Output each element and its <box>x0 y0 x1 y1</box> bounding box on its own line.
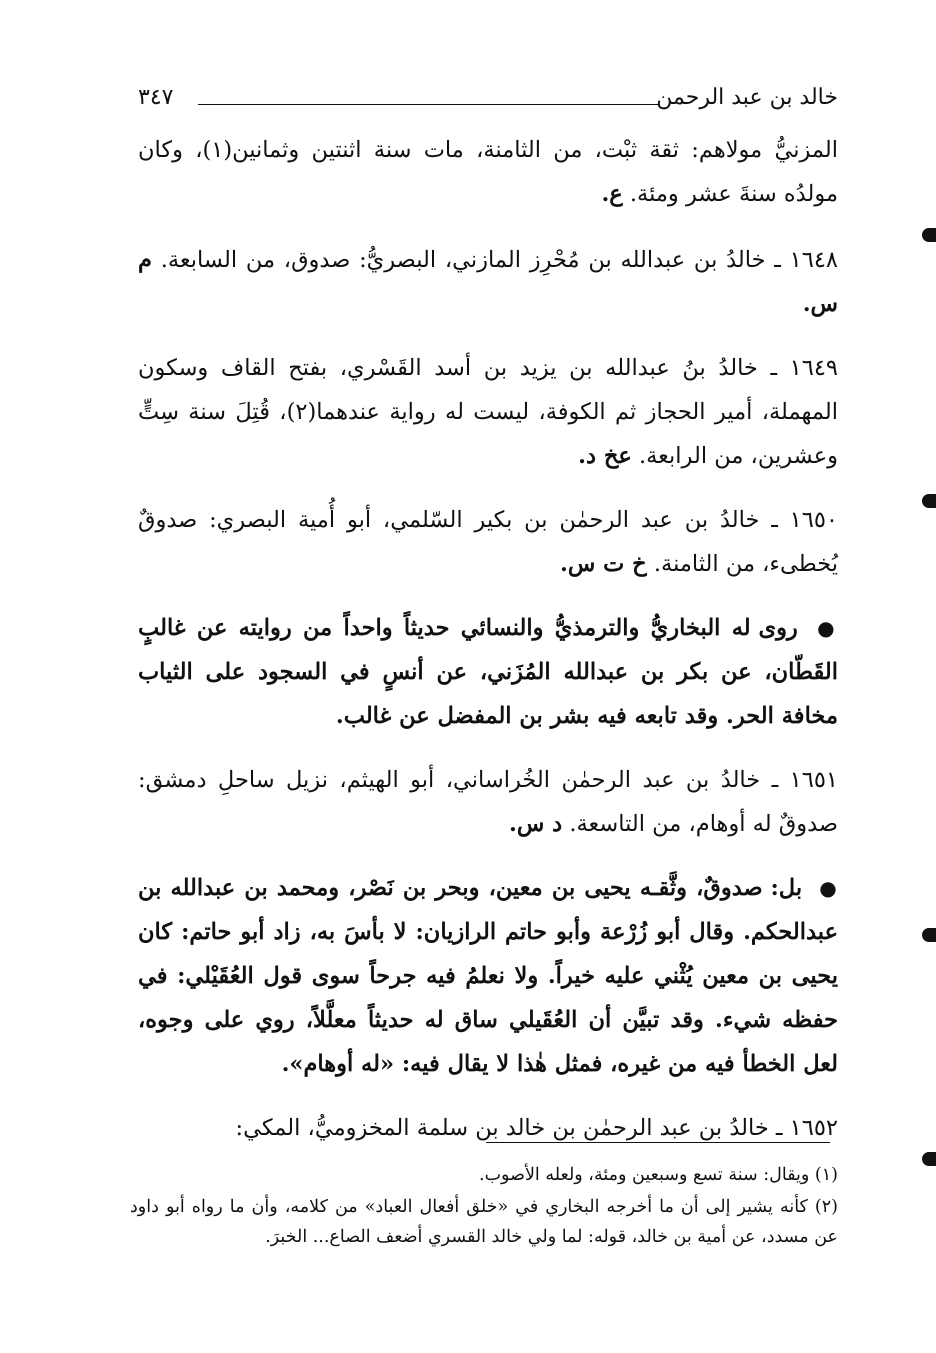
entry-continuation <box>138 128 838 216</box>
bullet-icon: ● <box>819 876 838 900</box>
footnote-rule <box>486 1142 830 1143</box>
entry-1650 <box>138 498 838 586</box>
entry-text: ١٦٥٠ ـ خالدُ بن عبد الرحمٰن بن بكير السّلمي، أبو أُمية البصري: صدوقٌ يُخطىء، من الثامنة. <box>138 507 838 577</box>
entry-1650-commentary <box>138 606 838 738</box>
footnotes <box>130 1160 838 1254</box>
entry-codes: د س. <box>509 811 563 837</box>
margin-mark <box>922 228 936 242</box>
entry-text: المزنيُّ مولاهم: ثقة ثبْت، من الثامنة، مات سنة اثنتين وثمانين(١)، وكان مولدُه سنةَ عشر ومئة. <box>138 137 838 207</box>
entry-codes: خ ت س. <box>560 551 647 577</box>
entry-codes: عخ د. <box>578 443 632 469</box>
commentary-text: بل: صدوقٌ، وثَّقـه يحيى بن معين، وبحر بن نَصْر، ومحمد بن عبدالله بن عبدالحكم. وقال أبو زُرْعة وأبو حاتم الرازيان: لا بأسَ به، زاد أبو حاتم: كان يحيى بن معين يُثْني عليه خيراً. ولا نعلمُ فيه جرحاً سوى قول العُقَيْلي: في حفظه شيء. وقد تبيَّن أن العُقَيلي ساق له حديثاً معلَّلاً، روي على وجوه، لعل الخطأ فيه من غيره، فمثل هٰذا لا يقال فيه: «له أوهام». <box>138 875 838 1077</box>
entry-1652 <box>138 1106 838 1150</box>
entry-1649 <box>138 346 838 478</box>
entry-codes: م س. <box>138 247 838 317</box>
footnote-2: (٢) كأنه يشير إلى أن ما أخرجه البخاري في «خلق أفعال العباد» من كلامه، وأن ما رواه أبو داود عن مسدد، عن أمية بن خالد، قوله: لما ولي خالد القسري أضعف الصاع... الخبرَ. <box>130 1197 838 1247</box>
entry-text: ١٦٤٨ ـ خالدُ بن عبدالله بن مُحْرِز المازني، البصريُّ: صدوق، من السابعة. <box>160 247 838 273</box>
bullet-icon: ● <box>817 616 838 640</box>
header-rule <box>198 104 660 105</box>
body-text <box>138 128 838 1170</box>
footnote-1: (١) ويقال: سنة تسع وسبعين ومئة، ولعله الأصوب. <box>479 1165 838 1185</box>
entry-1651 <box>138 758 838 846</box>
entry-1651-commentary <box>138 866 838 1086</box>
commentary-text: روى له البخاريُّ والترمذيُّ والنسائي حديثاً واحداً من روايته عن غالبٍ القَطّان، عن بكر بن عبدالله المُزَني، عن أنسٍ في السجود على الثياب مخافة الحر. وقد تابعه فيه بشر بن المفضل عن غالب. <box>138 615 838 729</box>
header-title: خالد بن عبد الرحمن <box>656 85 838 110</box>
entry-text: ١٦٥١ ـ خالدُ بن عبد الرحمٰن الخُراساني، أبو الهيثم، نزيل ساحلِ دمشق: صدوقٌ له أوهام، من التاسعة. <box>138 767 838 837</box>
margin-mark <box>922 1152 936 1166</box>
entry-text: ١٦٥٢ ـ خالدُ بن عبد الرحمٰن بن خالد بن سلمة المخزوميُّ، المكي: <box>235 1115 838 1141</box>
page-number: ٣٤٧ <box>138 85 174 110</box>
entry-1648 <box>138 238 838 326</box>
entry-text: ١٦٤٩ ـ خالدُ بنُ عبدالله بن يزيد بن أسد القَسْري، بفتح القاف وسكون المهملة، أمير الحجاز ثم الكوفة، ليست له رواية عندهما(٢)، قُتِلَ سنة سِتٍّ وعشرين، من الرابعة. <box>138 355 838 469</box>
margin-mark <box>922 494 936 508</box>
running-header <box>138 84 838 114</box>
margin-mark <box>922 928 936 942</box>
entry-codes: ع. <box>601 181 623 207</box>
